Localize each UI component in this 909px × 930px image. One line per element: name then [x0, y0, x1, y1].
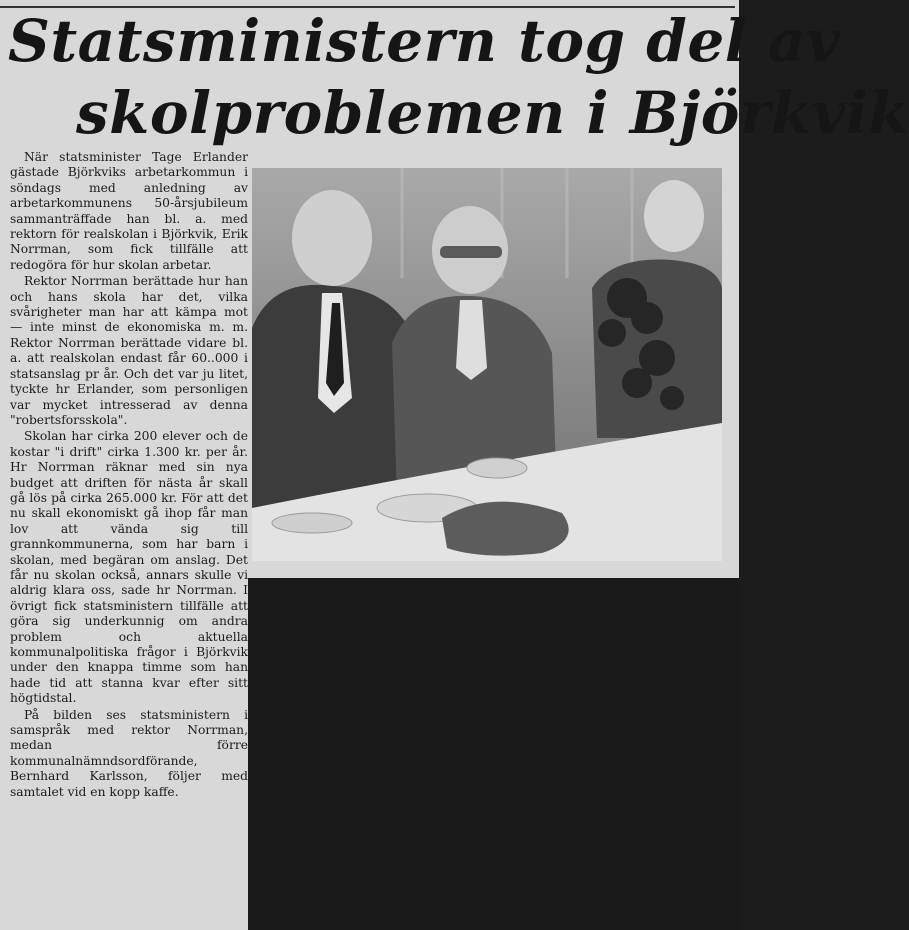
dark-background [248, 578, 739, 930]
photo-illustration [252, 168, 722, 561]
article-paragraph-1: När statsminister Tage Erlander gästade Björkviks arbetarkommun i söndags med anledning av arbetarkommunens 50-årsjubileum sammanträffade han bl. a. med rektorn för realskolan i Björkvik, Erik Norrman, som fick tillfälle att redogöra för hur skolan arbetar. [10, 150, 248, 272]
article-paragraph-4: På bilden ses statsministern i samspråk med rektor Norrman, medan förre kommunalnämndsordförande, Bernhard Karlsson, följer med samtalet vid en kopp kaffe. [10, 707, 248, 799]
article-body [10, 150, 248, 801]
article-paragraph-3: Skolan har cirka 200 elever och de kostar "i drift" cirka 1.300 kr. per år. Hr Norrman räknar med sin nya budget att driften för nästa år skall gå lös på cirka 265.000 kr. För att det nu skall ekonomiskt gå ihop får man lov att vända sig till grannkommunerna, som har barn i skolan, med begäran om anslag. Det får nu skolan också, annars skulle vi aldrig klara oss, sade hr Norrman. I övrigt fick statsministern tillfälle att göra sig underkunnig om andra problem och aktuella kommunalpolitiska frågor i Björkvik under den knappa timme som han hade tid att stanna kvar efter sitt högtidstal. [10, 429, 248, 706]
headline-line-1: Statsministern tog del av [8, 7, 841, 75]
headline-line-2: skolproblemen i Björkvik [76, 79, 909, 147]
news-photo [252, 168, 722, 561]
article-paragraph-2: Rektor Norrman berättade hur han och hans skola har det, vilka svårigheter man har att kämpa mot — inte minst de ekonomiska m. m. Rektor Norrman berättade vidare bl. a. att realskolan endast får 60..000 i statsanslag pr år. Och det var ju litet, tyckte hr Erlander, som personligen var mycket intresserad av denna "robertsforsskola". [10, 274, 248, 427]
